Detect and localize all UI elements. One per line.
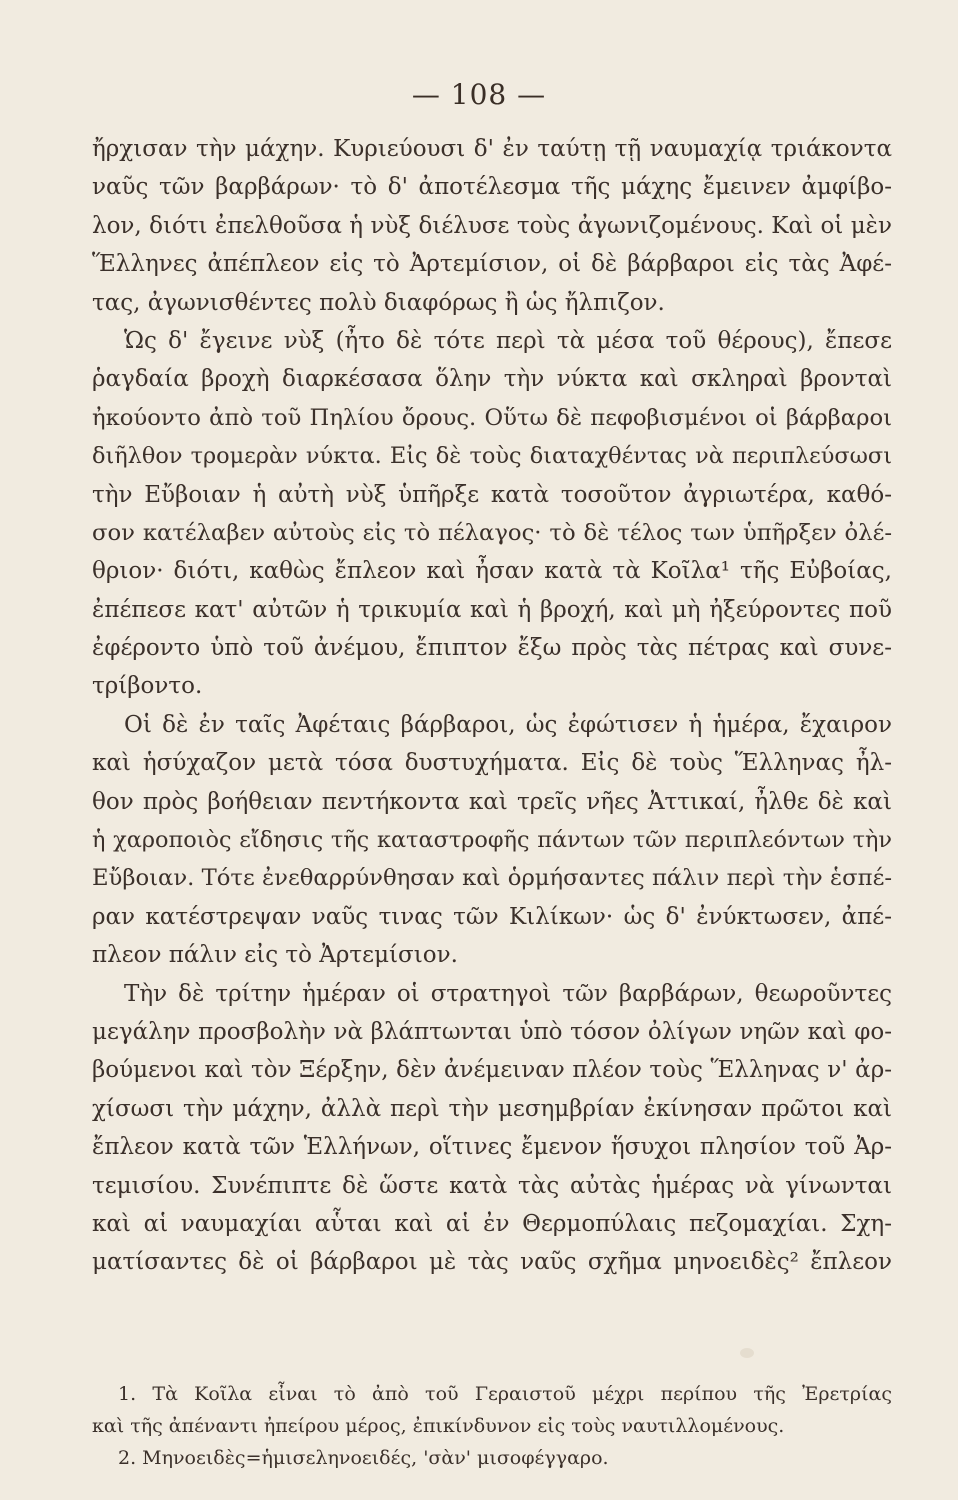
text-line: τας, ἀγωνισθέντες πολὺ διαφόρως ἢ ὡς ἤλπιζον. xyxy=(92,289,665,316)
footnote-line: καὶ τῆς ἀπέναντι ἠπείρου μέρος, ἐπικίνδυνον εἰς τοὺς ναυτιλλομένους. xyxy=(92,1415,785,1437)
text-line: χίσωσι τὴν μάχην, ἀλλὰ περὶ τὴν μεσημβρίαν ἐκίνησαν πρῶτοι καὶ xyxy=(92,1095,892,1122)
body-text xyxy=(92,130,892,1282)
text-line: μεγάλην προσβολὴν νὰ βλάπτωνται ὑπὸ τόσον ὀλίγων νηῶν καὶ φο- xyxy=(92,1018,892,1045)
text-line: Ὡς δ' ἔγεινε νὺξ (ἦτο δὲ τότε περὶ τὰ μέσα τοῦ θέρους), ἔπεσε xyxy=(124,327,892,354)
text-line: Εὔβοιαν. Τότε ἐνεθαρρύνθησαν καὶ ὁρμήσαντες πάλιν περὶ τὴν ἑσπέ- xyxy=(92,865,892,892)
text-line: θριον· διότι, καθὼς ἔπλεον καὶ ἦσαν κατὰ τὰ Κοῖλα¹ τῆς Εὐβοίας, xyxy=(92,558,892,585)
footnote-line: 2. Μηνοειδὲς=ἡμισεληνοειδές, 'σὰν' μισοφέγγαρο. xyxy=(118,1447,609,1469)
text-line: ἔπλεον κατὰ τῶν Ἑλλήνων, οἵτινες ἔμενον ἥσυχοι πλησίον τοῦ Ἀρ- xyxy=(92,1134,892,1161)
text-line: ῥαγδαία βροχὴ διαρκέσασα ὅλην τὴν νύκτα καὶ σκληραὶ βρονταὶ xyxy=(92,366,892,393)
text-line: θον πρὸς βοήθειαν πεντήκοντα καὶ τρεῖς νῆες Ἀττικαί, ἦλθε δὲ καὶ xyxy=(92,788,892,815)
text-line: καὶ ἡσύχαζον μετὰ τόσα δυστυχήματα. Εἰς δὲ τοὺς Ἕλληνας ἦλ- xyxy=(92,750,892,777)
text-line: καὶ αἱ ναυμαχίαι αὗται καὶ αἱ ἐν Θερμοπύλαις πεζομαχίαι. Σχη- xyxy=(92,1210,892,1237)
text-line: τεμισίου. Συνέπιπτε δὲ ὥστε κατὰ τὰς αὐτὰς ἡμέρας νὰ γίνωνται xyxy=(92,1172,892,1199)
text-line: διῆλθον τρομερὰν νύκτα. Εἰς δὲ τοὺς διαταχθέντας νὰ περιπλεύσωσι xyxy=(92,443,892,470)
text-line: βούμενοι καὶ τὸν Ξέρξην, δὲν ἀνέμειναν πλέον τοὺς Ἕλληνας ν' ἀρ- xyxy=(92,1057,892,1084)
paper-stain xyxy=(740,1348,754,1358)
text-line: σον κατέλαβεν αὐτοὺς εἰς τὸ πέλαγος· τὸ δὲ τέλος των ὑπῆρξεν ὀλέ- xyxy=(92,519,892,546)
text-line: τρίβοντο. xyxy=(92,673,203,700)
text-line: Τὴν δὲ τρίτην ἡμέραν οἱ στρατηγοὶ τῶν βαρβάρων, θεωροῦντες xyxy=(124,980,892,1007)
text-line: Οἱ δὲ ἐν ταῖς Ἀφέταις βάρβαροι, ὡς ἐφώτισεν ἡ ἡμέρα, ἔχαιρον xyxy=(124,711,892,738)
text-line: ραν κατέστρεψαν ναῦς τινας τῶν Κιλίκων· ὡς δ' ἐνύκτωσεν, ἀπέ- xyxy=(92,903,892,930)
text-line: πλεον πάλιν εἰς τὸ Ἀρτεμίσιον. xyxy=(92,942,458,969)
text-line: ἤρχισαν τὴν μάχην. Κυριεύουσι δ' ἐν ταύτῃ τῇ ναυμαχίᾳ τριάκοντα xyxy=(92,136,892,162)
text-line: ἡ χαροποιὸς εἴδησις τῆς καταστροφῆς πάντων τῶν περιπλεόντων τὴν xyxy=(92,827,892,854)
text-line: ναῦς τῶν βαρβάρων· τὸ δ' ἀποτέλεσμα τῆς μάχης ἔμεινεν ἀμφίβο- xyxy=(92,174,892,201)
footnote-line: 1. Τὰ Κοῖλα εἶναι τὸ ἀπὸ τοῦ Γεραιστοῦ μέχρι περίπου τῆς Ἐρετρίας xyxy=(118,1383,892,1405)
text-line: Ἕλληνες ἀπέπλεον εἰς τὸ Ἀρτεμίσιον, οἱ δὲ βάρβαροι εἰς τὰς Ἀφέ- xyxy=(92,251,892,278)
text-line: λον, διότι ἐπελθοῦσα ἡ νὺξ διέλυσε τοὺς ἀγωνιζομένους. Καὶ οἱ μὲν xyxy=(92,212,892,239)
text-line: ἐφέροντο ὑπὸ τοῦ ἀνέμου, ἔπιπτον ἔξω πρὸς τὰς πέτρας καὶ συνε- xyxy=(92,635,892,662)
page-number: — 108 — xyxy=(411,78,547,111)
text-line: ἠκούοντο ἀπὸ τοῦ Πηλίου ὄρους. Οὕτω δὲ πεφοβισμένοι οἱ βάρβαροι xyxy=(92,404,892,431)
text-line: ματίσαντες δὲ οἱ βάρβαροι μὲ τὰς ναῦς σχῆμα μηνοειδὲς² ἔπλεον xyxy=(92,1249,892,1276)
text-line: ἐπέπεσε κατ' αὐτῶν ἡ τρικυμία καὶ ἡ βροχή, καὶ μὴ ἠξεύροντες ποῦ xyxy=(92,596,892,623)
text-line: τὴν Εὔβοιαν ἡ αὐτὴ νὺξ ὑπῆρξε κατὰ τοσοῦτον ἀγριωτέρα, καθό- xyxy=(92,481,892,508)
footnotes xyxy=(92,1378,892,1474)
